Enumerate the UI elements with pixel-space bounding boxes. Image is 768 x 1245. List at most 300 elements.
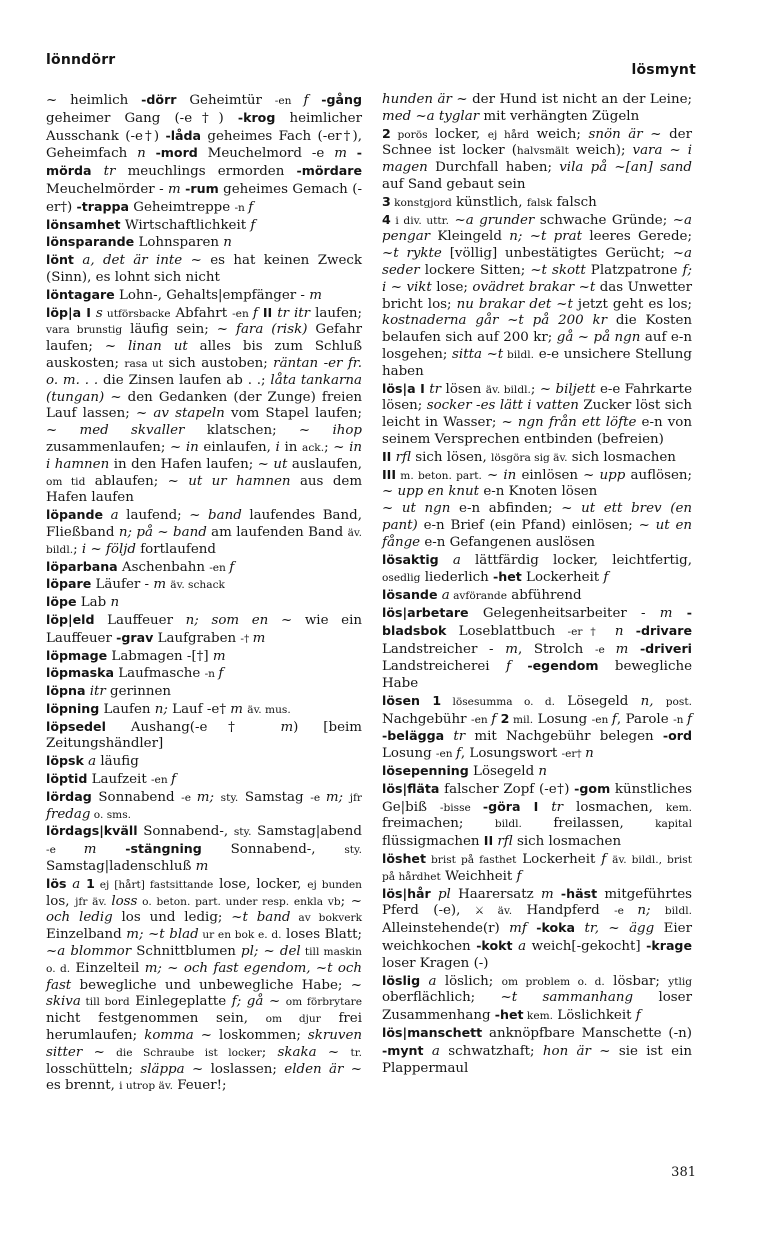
entry-headword: lönsamhet xyxy=(46,216,121,232)
entry-text: m; ~t blad xyxy=(126,927,199,943)
entry-text: Labmagen -[†] xyxy=(107,648,213,664)
entry-text: einlaufen, xyxy=(198,439,276,455)
entry-text: a xyxy=(83,754,97,770)
entry-text: laufend; ~ xyxy=(118,508,209,524)
entry-headword: löpning xyxy=(46,700,100,716)
entry-text: in i hamnen xyxy=(46,439,362,472)
entry-text: m; xyxy=(196,789,221,805)
entry-text: sty. xyxy=(344,844,362,857)
entry-text: m; xyxy=(325,789,350,805)
dictionary-entry xyxy=(46,234,362,252)
entry-text: porös xyxy=(390,128,428,141)
entry-text: ~ sie ist ein Plappermaul xyxy=(382,1043,692,1076)
entry-text: -dörr xyxy=(141,92,177,107)
entry-text: skaka xyxy=(277,1044,317,1060)
entry-text: ~t rykte xyxy=(382,246,442,262)
entry-text: komma xyxy=(144,1028,194,1044)
entry-text: -grav xyxy=(116,629,154,645)
entry-text: ~ xyxy=(161,960,184,976)
dictionary-entry xyxy=(46,789,362,824)
dictionary-entry xyxy=(46,665,362,683)
entry-text: ; xyxy=(261,1044,278,1060)
entry-text: m xyxy=(153,577,171,593)
entry-text: mit Nachgebühr belegen xyxy=(465,729,663,745)
entry-text: m xyxy=(168,181,186,197)
entry-text: Aschenbahn xyxy=(117,559,210,575)
entry-text: künstliches Ge|biß xyxy=(382,781,693,815)
guide-word-left: lönndörr xyxy=(46,52,116,68)
entry-headword: lös xyxy=(46,875,67,891)
entry-headword: löpe xyxy=(46,594,77,610)
entry-text: ~ xyxy=(481,467,504,483)
entry-text: e-n Knoten lösen xyxy=(479,484,598,500)
dictionary-entry xyxy=(382,781,692,851)
entry-text: Zucker löst sich leicht in Wasser; ~ xyxy=(382,398,692,431)
entry-text: Aushang(-e† xyxy=(105,719,281,735)
entry-text: band xyxy=(208,508,242,524)
entry-headword: lösaktig xyxy=(382,551,439,567)
dictionary-entry xyxy=(382,92,692,126)
dictionary-entry xyxy=(46,305,362,508)
entry-text: mil. xyxy=(509,713,534,726)
entry-text: sich austoben; xyxy=(163,355,274,371)
entry-text: äv. schack xyxy=(170,579,225,592)
entry-text: a xyxy=(103,508,119,524)
entry-text: bewegliche Habe xyxy=(382,659,692,692)
entry-text: leeres Gerede; xyxy=(582,229,692,245)
entry-text: Lockerheit xyxy=(521,570,604,586)
entry-text: Geheimtür xyxy=(176,93,275,108)
entry-text: ~ es brennt, xyxy=(46,1061,363,1094)
dictionary-entry xyxy=(46,612,362,648)
entry-text: Läufer - xyxy=(91,577,154,593)
entry-headword: lönsparande xyxy=(46,234,135,250)
dictionary-entry xyxy=(382,605,692,693)
entry-text: ~a seder xyxy=(382,246,693,278)
entry-text: osedlig xyxy=(382,572,421,585)
dictionary-entry xyxy=(46,823,362,875)
dictionary-entry xyxy=(46,507,362,558)
entry-text: -gång xyxy=(321,92,363,107)
entry-text: locker, xyxy=(427,126,488,142)
dictionary-entry xyxy=(46,576,362,594)
entry-text: ~ wie ein Lauffeuer xyxy=(46,612,362,646)
entry-text: -häst xyxy=(560,885,598,901)
entry-text: gå ~ på ngn xyxy=(556,330,641,346)
entry-text: till maskin o. d. xyxy=(46,946,362,975)
entry-text: bildl. xyxy=(494,818,522,831)
entry-text: i xyxy=(275,439,280,455)
entry-headword: löpmaska xyxy=(46,665,114,681)
entry-text: lättfärdig locker, leichtfertig, xyxy=(460,552,692,568)
entry-headword: lösen 1 xyxy=(382,692,442,708)
entry-text: -e xyxy=(594,643,616,656)
dictionary-entry xyxy=(382,501,692,551)
entry-text: f xyxy=(218,666,224,682)
dictionary-entry xyxy=(382,449,692,467)
entry-text: med ~a tyglar xyxy=(382,108,480,124)
entry-text: -krage xyxy=(646,938,692,954)
entry-headword: löptid xyxy=(46,771,88,787)
entry-text: konstgjord xyxy=(390,196,452,209)
entry-text: ablaufen; ~ xyxy=(85,473,189,489)
entry-text: upp xyxy=(599,467,626,483)
entry-text: f xyxy=(248,199,254,215)
entry-text: klatschen; ~ xyxy=(184,423,333,439)
entry-text: falsk xyxy=(526,196,553,209)
entry-text: a, det är inte xyxy=(73,253,183,269)
entry-text: nicht festgenommen sein, xyxy=(46,1011,266,1027)
entry-text: anknöpfbare Manschette (-n) xyxy=(482,1026,692,1042)
entry-text: e-n Gefangenen auslösen xyxy=(420,534,596,550)
entry-text: 4 xyxy=(382,211,391,227)
entry-text: om djur xyxy=(265,1013,321,1026)
entry-headword: löpare xyxy=(46,576,92,592)
entry-text: a xyxy=(423,1043,440,1059)
entry-text: meuchlings ermorden xyxy=(115,164,297,180)
entry-text: Einzelband xyxy=(46,927,127,943)
dictionary-entry xyxy=(382,467,692,502)
entry-text: vara ~ i magen xyxy=(382,143,693,176)
entry-text: , Strolch xyxy=(517,641,595,657)
dictionary-entry xyxy=(382,763,692,781)
entry-text: m xyxy=(212,648,226,664)
entry-text: losschütteln; xyxy=(46,1061,141,1077)
entry-text: Lauffeuer xyxy=(94,612,186,628)
entry-text: hunden är xyxy=(382,92,452,107)
entry-text: Abfahrt xyxy=(170,305,233,321)
entry-text: , Losungswort xyxy=(460,746,562,762)
entry-text: med skvaller xyxy=(79,423,185,439)
entry-text: -mörda xyxy=(46,145,362,179)
entry-text: om förbrytare xyxy=(285,996,363,1009)
entry-headword: lördags|kväll xyxy=(46,823,138,839)
entry-text: Losung xyxy=(382,746,436,762)
entry-text: a xyxy=(438,552,461,568)
entry-text: -e xyxy=(46,844,84,857)
entry-text: m xyxy=(615,641,640,657)
entry-headword: löparbana xyxy=(46,558,118,574)
entry-text: -e xyxy=(181,791,197,804)
entry-text: m. beton. part. xyxy=(396,469,482,482)
entry-text: frei herumlaufen; xyxy=(46,1011,363,1044)
dictionary-entry xyxy=(46,559,362,577)
entry-text: e-e unsichere Stellung haben xyxy=(382,346,693,379)
entry-text: ~ es hat keinen Zweck (Sinn), es lohnt sich nicht xyxy=(46,253,362,285)
entry-text: bildl. xyxy=(664,905,692,918)
entry-text: Lab xyxy=(76,595,111,611)
entry-text: -en xyxy=(274,95,304,107)
entry-text: av bokverk xyxy=(290,912,362,925)
entry-text: brist på fasthet xyxy=(426,854,517,867)
entry-headword: lös|fläta xyxy=(382,780,440,796)
entry-headword: lös|hår xyxy=(382,885,431,901)
entry-text: geheimes Fach (-er†), Geheimfach xyxy=(46,128,362,162)
entry-text: die Kosten belaufen sich auf 200 kr; xyxy=(382,313,692,346)
entry-text: einlösen ~ xyxy=(516,467,600,483)
entry-text: n xyxy=(110,595,120,611)
entry-text: följd xyxy=(105,541,136,557)
entry-text: auslaufen, xyxy=(287,456,362,472)
entry-text: Samstag|abend xyxy=(251,824,362,840)
entry-text: pl; xyxy=(241,944,259,960)
entry-text: ~ loslassen; xyxy=(184,1061,285,1077)
entry-text: ~ xyxy=(86,541,106,557)
dictionary-entry xyxy=(46,252,362,287)
entry-text: n xyxy=(538,764,548,780)
entry-text: das Unwetter bricht los; xyxy=(382,279,693,312)
entry-text: ej bunden xyxy=(307,878,362,891)
dictionary-entry xyxy=(46,594,362,612)
entry-text: rasa ut xyxy=(124,357,164,370)
entry-text: upp en knut xyxy=(397,484,480,500)
entry-text: loser Zusammenhang xyxy=(382,990,692,1024)
entry-text: f xyxy=(491,711,501,727)
entry-text: m xyxy=(195,859,209,875)
entry-text: ~ der Schnee ist locker ( xyxy=(382,126,693,159)
entry-text: III xyxy=(382,466,397,482)
entry-text: lösesumma o. d. xyxy=(441,695,556,708)
entry-text: n, xyxy=(640,693,666,709)
entry-headword: löslig xyxy=(382,972,421,988)
dictionary-entry xyxy=(46,771,362,789)
entry-text: bewegliche und unbewegliche Habe; ~ xyxy=(71,977,362,993)
entry-text: Lohn-, Gehalts|empfänger - xyxy=(114,287,310,303)
entry-text: künstlich, xyxy=(451,194,527,210)
entry-text: skiva xyxy=(46,994,81,1010)
entry-text: los, xyxy=(46,893,76,909)
entry-text: -ord xyxy=(662,728,692,744)
entry-text: ~a pengar xyxy=(382,212,692,245)
entry-text: -en xyxy=(232,307,253,320)
entry-text: Laufzeit xyxy=(87,772,151,788)
entry-text: och fast egendom, ~t och fast xyxy=(46,960,363,993)
entry-text: weich; xyxy=(529,126,589,142)
entry-text: ~ xyxy=(263,994,286,1010)
entry-text: -mord xyxy=(155,145,198,161)
dictionary-entry xyxy=(46,287,362,305)
entry-text: i xyxy=(81,541,87,557)
entry-text: Meuchelmord -e xyxy=(197,146,335,162)
entry-text: a xyxy=(420,973,437,989)
entry-text: liederlich xyxy=(420,570,494,586)
entry-text: avförande xyxy=(449,590,507,603)
entry-text: f xyxy=(506,659,528,675)
entry-text: släppa xyxy=(140,1061,185,1077)
dictionary-entry xyxy=(382,587,692,605)
entry-text: m xyxy=(505,641,518,657)
entry-text: -en xyxy=(435,748,456,761)
entry-text: biljett xyxy=(555,381,596,397)
entry-text: Weichheit xyxy=(440,868,517,884)
entry-text: vila på ~[an] sand xyxy=(559,160,693,176)
entry-text: alles bis zum Schluß auskosten; xyxy=(46,339,363,371)
entry-text: m xyxy=(252,630,266,646)
entry-text: f xyxy=(635,1008,641,1024)
dictionary-entry xyxy=(46,876,362,1095)
entry-text: ⚔ äv. xyxy=(474,905,513,918)
entry-text: Laufgraben xyxy=(153,630,241,646)
entry-text: lockere Sitten; xyxy=(419,262,531,278)
entry-text: e-e Fahrkarte lösen; xyxy=(382,381,692,414)
entry-text: gerinnen xyxy=(105,684,172,700)
entry-text: -† xyxy=(240,632,253,645)
entry-text: -er† xyxy=(561,748,586,761)
entry-text: Kleingeld xyxy=(430,229,510,245)
entry-text: loser Kragen (-) xyxy=(382,955,489,971)
entry-text: sich lösen, xyxy=(410,449,492,465)
entry-text: e-n Brief (ein Pfand) einlösen; ~ xyxy=(417,517,656,533)
entry-text: oberflächlich; xyxy=(382,990,501,1006)
entry-text: Haarersatz xyxy=(450,886,541,902)
dictionary-entry xyxy=(382,851,692,886)
entry-text: n; som en xyxy=(185,612,269,628)
entry-text: i div. uttr. xyxy=(390,214,449,227)
entry-text: del xyxy=(279,944,301,960)
entry-text: kem. xyxy=(665,801,692,814)
entry-text: ~ loskommen; xyxy=(193,1028,308,1044)
entry-text: Loseblattbuch xyxy=(446,623,568,639)
entry-text: nu brakar det ~t xyxy=(456,296,573,312)
entry-text: ~a blommor xyxy=(46,944,132,960)
entry-text: Löslichkeit xyxy=(553,1008,636,1024)
entry-text: -koka xyxy=(536,920,576,936)
entry-text: låta tankarna (tungan) xyxy=(46,372,362,405)
entry-text: n; ~t prat xyxy=(509,229,583,245)
entry-text: om tid xyxy=(46,475,86,488)
entry-text: lose; xyxy=(431,279,473,295)
entry-text: f xyxy=(687,711,692,727)
entry-text: freimachen; xyxy=(382,816,495,832)
entry-text: -het xyxy=(493,569,522,585)
entry-headword: lös|a I xyxy=(382,380,425,396)
entry-text: löslich; xyxy=(436,973,502,989)
entry-text: II xyxy=(262,304,273,320)
entry-text: -krog xyxy=(237,109,276,125)
entry-text: n xyxy=(137,146,156,162)
entry-headword: löp|a I xyxy=(46,304,91,320)
entry-text: ; ~ xyxy=(530,381,556,397)
entry-text: Einlegeplatte xyxy=(129,994,232,1010)
entry-text: sich losmachen xyxy=(567,449,676,465)
entry-text: ut xyxy=(273,456,288,472)
entry-text: -göra I xyxy=(482,798,539,814)
entry-text: i utrop äv. xyxy=(119,1080,173,1093)
entry-text: -mynt xyxy=(382,1042,424,1058)
entry-text: kostnaderna går ~t på 200 kr xyxy=(382,313,607,329)
entry-text: e-n von seinem Versprechen entbinden (befreien) xyxy=(382,415,692,447)
entry-text: , Parole xyxy=(616,711,674,727)
entry-text: losmachen, xyxy=(563,799,666,815)
entry-text: n; xyxy=(637,903,665,919)
entry-headword: löpsedel xyxy=(46,718,106,734)
entry-text: f xyxy=(611,711,617,727)
entry-text: jfr äv. xyxy=(75,895,112,908)
entry-text: tr xyxy=(424,381,442,397)
entry-text: -egendom xyxy=(527,658,599,674)
entry-text: och ledig xyxy=(46,910,113,926)
entry-text: auflösen; ~ xyxy=(382,467,692,500)
entry-text: Schnittblumen xyxy=(131,944,242,960)
entry-text: kem. xyxy=(523,1010,554,1023)
entry-text: e-n abfinden; ~ xyxy=(450,501,582,517)
entry-text: ~a grunder xyxy=(448,212,535,228)
entry-text: Nachgebühr xyxy=(382,711,471,727)
entry-text: a xyxy=(437,588,450,604)
entry-text: Lohnsparen xyxy=(134,235,224,251)
entry-text: f xyxy=(229,559,235,575)
entry-text: Einzelteil xyxy=(70,960,145,976)
entry-text: ~t sammanhang xyxy=(500,990,634,1006)
entry-text: Laufen xyxy=(99,701,155,717)
entry-headword: lös|manschett xyxy=(382,1025,483,1041)
entry-text: Samstag xyxy=(238,789,311,805)
entry-text: ~ xyxy=(316,1044,351,1060)
entry-text: ~ xyxy=(599,921,630,937)
entry-headword: lös|arbetare xyxy=(382,604,469,620)
entry-text: f xyxy=(303,93,322,108)
entry-text: ~ den Gedanken (der Zunge) freien Lauf lassen; ~ xyxy=(46,389,362,422)
entry-text: abführend xyxy=(506,588,582,604)
entry-text: ~ heimlich xyxy=(46,93,142,108)
entry-text: m xyxy=(309,287,322,303)
entry-text: tr xyxy=(444,729,466,745)
dictionary-entry xyxy=(382,693,692,763)
dictionary-entry xyxy=(46,719,362,754)
dictionary-entry xyxy=(46,701,362,719)
entry-text: av stapeln xyxy=(153,406,225,422)
entry-text: lösen xyxy=(441,381,486,397)
entry-text: weich); xyxy=(568,143,633,159)
dictionary-entry xyxy=(382,194,692,212)
guide-word-right: lösmynt xyxy=(631,62,696,78)
entry-text: ur en bok e. d. xyxy=(198,929,282,942)
entry-text: a xyxy=(66,876,87,892)
entry-text: Losung xyxy=(533,711,592,727)
entry-text: ; ~ xyxy=(340,893,362,909)
entry-headword: löpande xyxy=(46,507,104,523)
entry-text: f; i xyxy=(382,262,692,295)
entry-text: Meuchelmörder - xyxy=(46,181,169,197)
entry-text: Lauf -e† xyxy=(167,701,231,717)
left-column xyxy=(46,92,362,1095)
entry-text: n xyxy=(223,235,232,251)
entry-text: Gefahr laufen; ~ xyxy=(46,322,363,355)
entry-text: pl xyxy=(430,886,451,902)
dictionary-entry xyxy=(382,126,692,194)
entry-text: m xyxy=(540,886,561,902)
entry-text: rfl xyxy=(493,834,513,850)
entry-text: till bord xyxy=(80,996,130,1009)
entry-text: loss xyxy=(111,893,138,909)
entry-text: mf xyxy=(509,921,537,937)
entry-headword: lönt xyxy=(46,252,74,268)
entry-text: ut ngn xyxy=(401,501,451,517)
entry-text: weich[-gekocht] xyxy=(526,939,647,955)
entry-text: hon är xyxy=(542,1043,591,1059)
entry-text: am laufenden Band xyxy=(206,524,348,540)
entry-text: sty. xyxy=(233,826,252,839)
entry-text: Sonnabend-, xyxy=(137,824,234,840)
entry-text: -n xyxy=(234,201,249,214)
entry-text: bildl. xyxy=(503,348,535,361)
entry-text: 2 xyxy=(500,710,510,726)
entry-text: läufig xyxy=(96,754,139,770)
entry-text: m xyxy=(230,701,248,717)
entry-text: -e xyxy=(310,791,326,804)
entry-text: itr xyxy=(85,684,106,700)
entry-text: ~ xyxy=(258,944,280,960)
